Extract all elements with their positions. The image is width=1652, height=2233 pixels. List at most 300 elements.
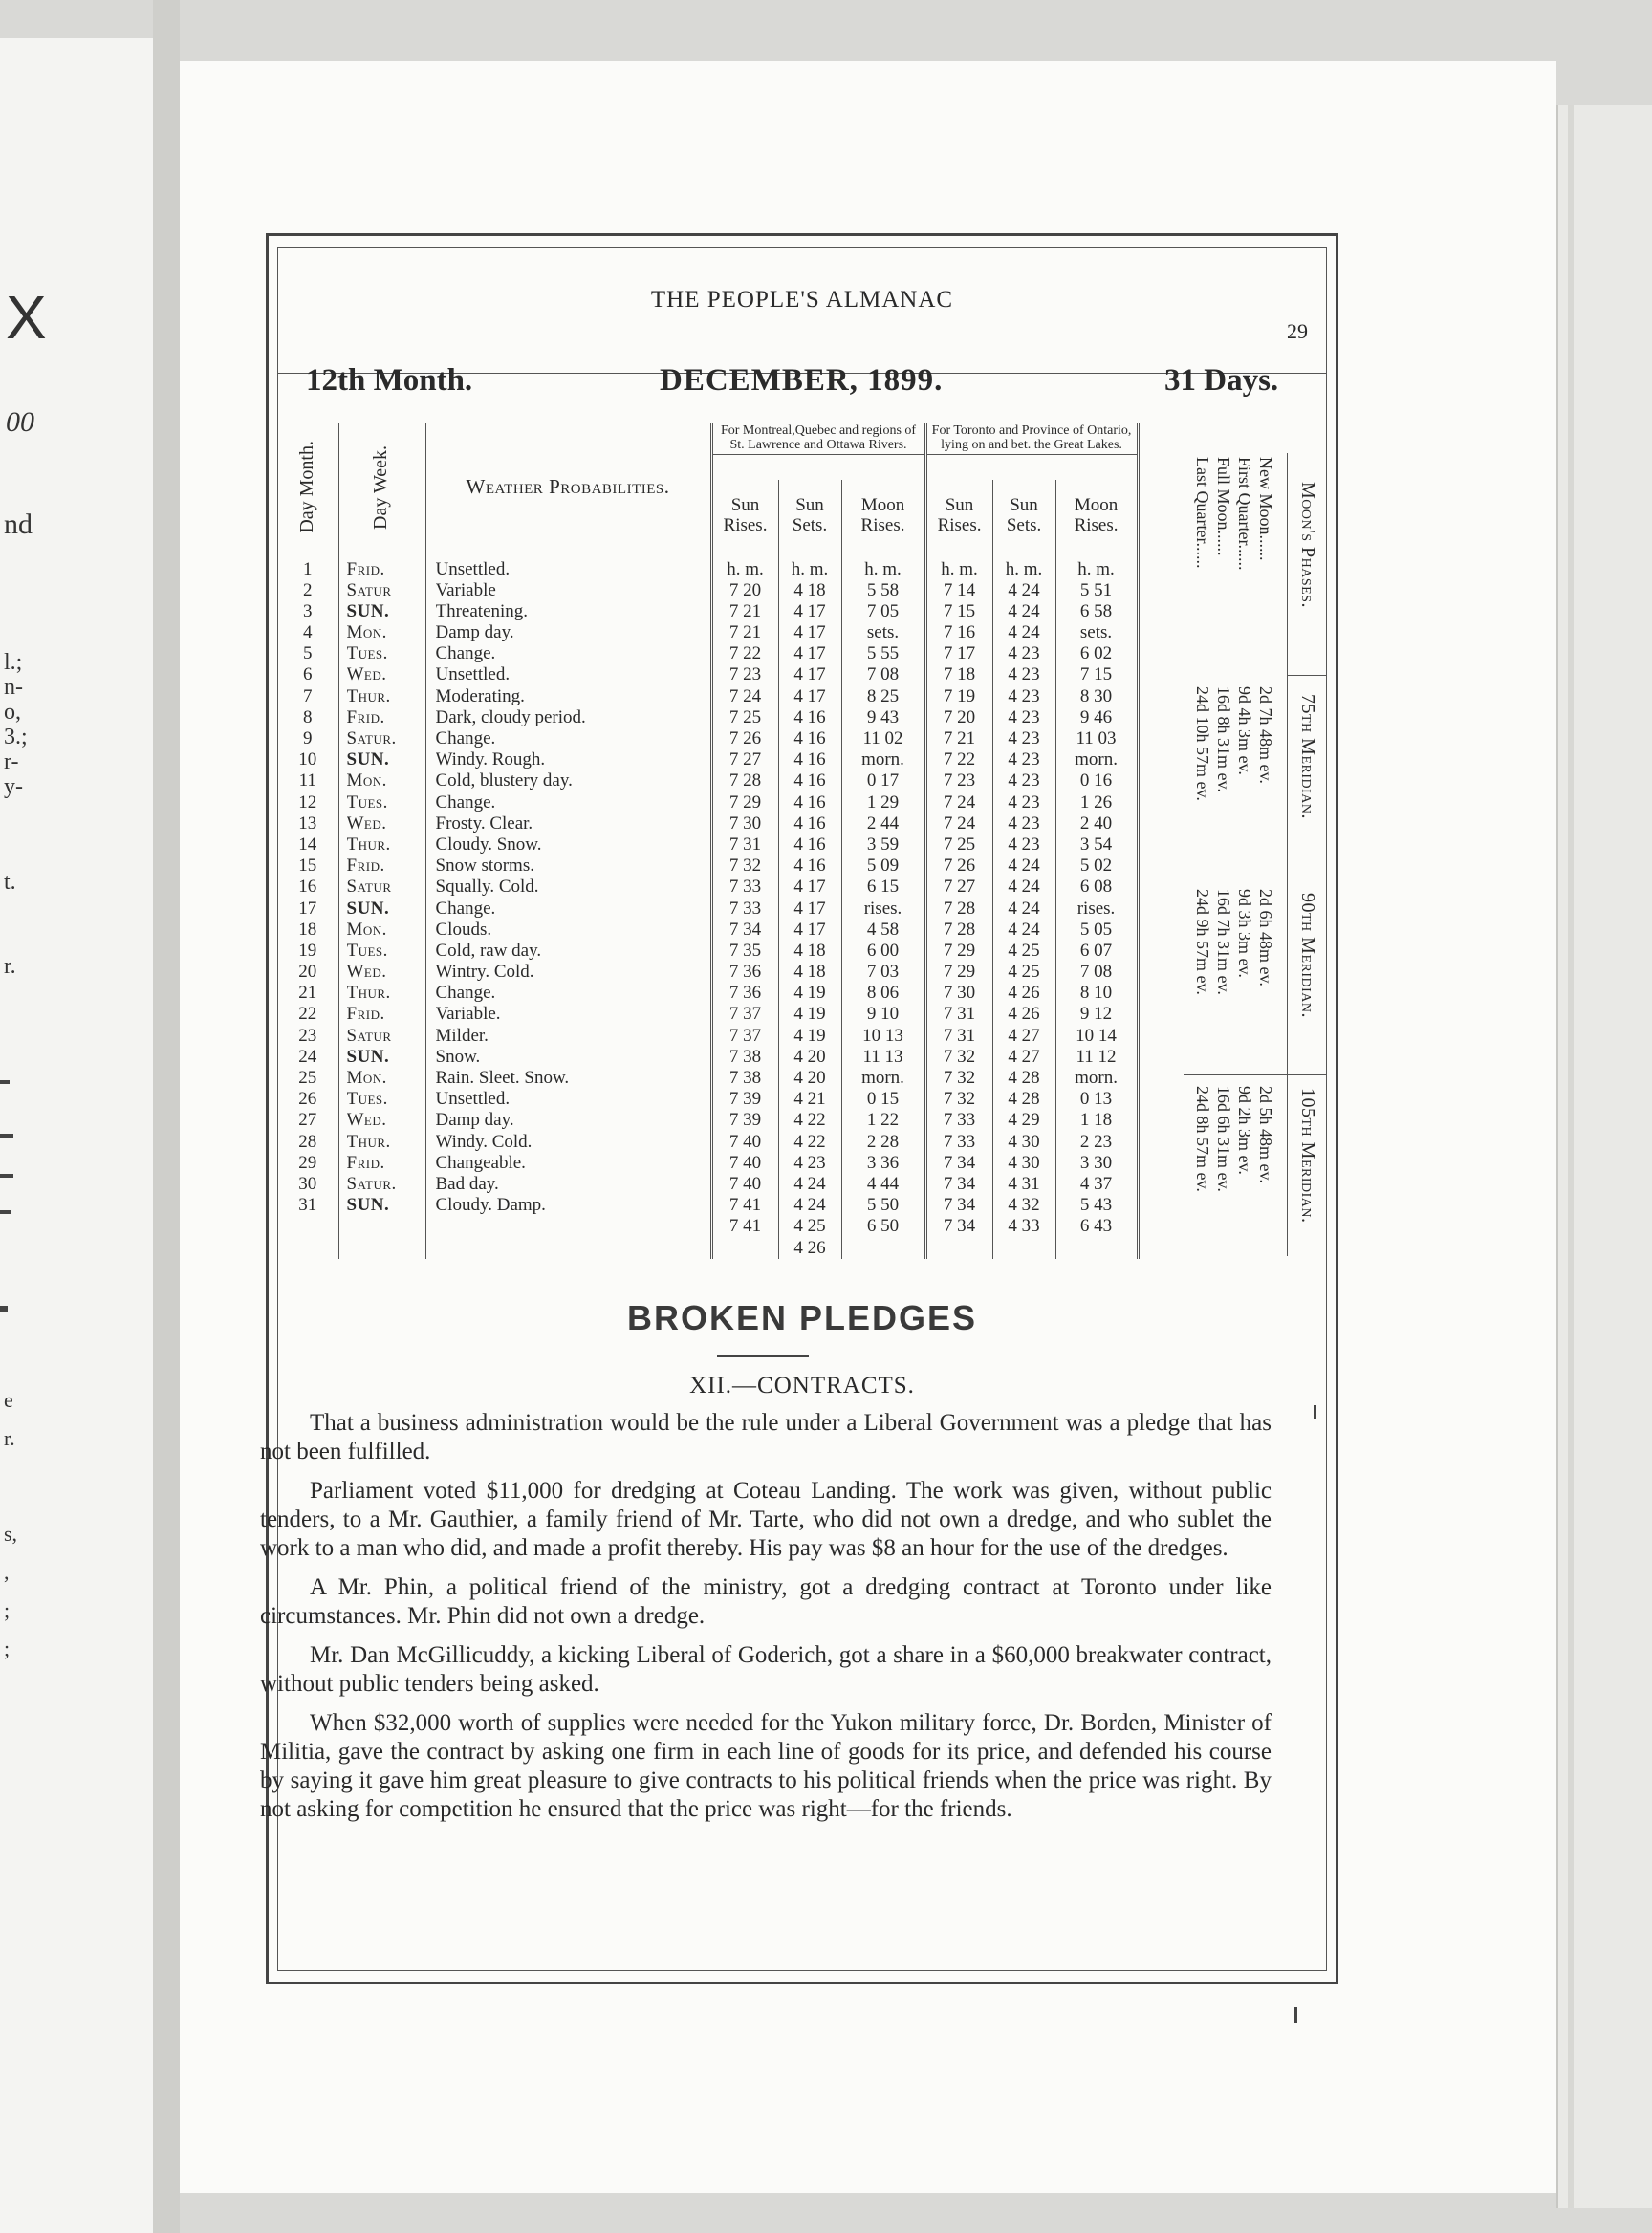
table-cell: 4 17 bbox=[793, 685, 826, 706]
table-cell: 7 18 bbox=[943, 664, 976, 685]
table-cell: 2 44 bbox=[866, 813, 900, 834]
table-cell: Change. bbox=[435, 898, 496, 919]
table-cell: 4 17 bbox=[793, 919, 826, 940]
table-cell: SUN. bbox=[346, 1195, 390, 1216]
table-cell: Wintry. Cold. bbox=[435, 962, 534, 983]
table-cell: 5 43 bbox=[1079, 1195, 1113, 1216]
table-cell: 4 17 bbox=[793, 664, 826, 685]
table-cell: sets. bbox=[1079, 622, 1113, 643]
table-cell: 4 16 bbox=[793, 749, 826, 770]
left-page-rule bbox=[0, 1134, 13, 1138]
month-label: 12th Month. bbox=[306, 363, 473, 398]
table-cell: 1 18 bbox=[1079, 1110, 1113, 1131]
table-cell: 1 22 bbox=[866, 1110, 900, 1131]
meridian-75-time: 2d 7h 48m ev. bbox=[1256, 686, 1275, 784]
table-cell: Change. bbox=[435, 643, 496, 664]
left-page-fragment: r. bbox=[4, 1426, 15, 1450]
meridian-75-time: 24d 10h 57m ev. bbox=[1193, 686, 1212, 801]
table-cell: 4 20 bbox=[793, 1046, 826, 1067]
left-page-rule bbox=[0, 1174, 13, 1178]
table-cell: 7 32 bbox=[943, 1089, 976, 1110]
table-cell: Frid. bbox=[346, 856, 385, 877]
table-cell: 24 bbox=[298, 1046, 317, 1067]
article-body bbox=[260, 1409, 1272, 1834]
table-cell: Change. bbox=[435, 983, 496, 1004]
table-cell: Mon. bbox=[346, 1068, 387, 1088]
table-cell: 7 33 bbox=[728, 877, 762, 898]
table-cell: 4 18 bbox=[793, 940, 826, 961]
table-cell: 7 33 bbox=[728, 898, 762, 919]
table-cell: 7 34 bbox=[943, 1195, 976, 1216]
table-cell: 4 26 bbox=[1008, 1004, 1040, 1025]
article-paragraph: That a business administration would be the rule under a Liberal Government was a pledge that has not been fulfilled. bbox=[260, 1410, 1272, 1464]
table-cell: 4 31 bbox=[1008, 1173, 1040, 1194]
table-cell: Thur. bbox=[346, 983, 391, 1004]
table-cell: 5 50 bbox=[866, 1195, 900, 1216]
table-cell: 7 36 bbox=[728, 962, 762, 983]
table-cell: Cloudy. Damp. bbox=[435, 1195, 546, 1216]
toronto-group-header: For Toronto and Province of Ontario, lying on and bet. the Great Lakes. bbox=[925, 423, 1138, 480]
table-cell: 31 bbox=[298, 1195, 317, 1216]
left-page-fragment: , bbox=[4, 1560, 10, 1584]
table-cell: 4 23 bbox=[1008, 685, 1040, 706]
montreal-sun-sets-column bbox=[778, 553, 841, 1259]
table-cell: 4 16 bbox=[793, 770, 826, 791]
table-cell: 8 06 bbox=[866, 983, 900, 1004]
table-cell: Mon. bbox=[346, 919, 387, 940]
table-cell: morn. bbox=[861, 1068, 904, 1088]
table-cell: Snow storms. bbox=[435, 856, 534, 877]
meridian-90-time: 2d 6h 48m ev. bbox=[1256, 889, 1275, 986]
table-cell: 2 40 bbox=[1079, 813, 1113, 834]
table-cell: Thur. bbox=[346, 1131, 391, 1152]
table-cell: 9 10 bbox=[866, 1004, 900, 1025]
table-cell: 7 30 bbox=[728, 813, 762, 834]
table-cell: 26 bbox=[298, 1089, 317, 1110]
table-cell: 7 28 bbox=[943, 898, 976, 919]
table-cell: Wed. bbox=[346, 664, 387, 685]
table-cell: Changeable. bbox=[435, 1152, 526, 1173]
article-paragraph: Mr. Dan McGillicuddy, a kicking Liberal of Goderich, got a share in a $60,000 breakwater contract, without public tenders being asked. bbox=[260, 1642, 1272, 1697]
table-cell: 11 03 bbox=[1076, 728, 1117, 748]
table-cell: 4 17 bbox=[793, 877, 826, 898]
table-cell: 4 23 bbox=[1008, 791, 1040, 813]
table-cell: 7 39 bbox=[728, 1110, 762, 1131]
montreal-moon-rises-header: Moon Rises. bbox=[841, 480, 925, 553]
article-paragraph: A Mr. Phin, a political friend of the ministry, got a dredging contract at Toronto under like circumstances. Mr. Phin did not own a dredge. bbox=[260, 1574, 1272, 1629]
table-cell: Frid. bbox=[346, 1004, 385, 1025]
montreal-group-header: For Montreal,Quebec and regions of St. Lawrence and Ottawa Rivers. bbox=[711, 423, 925, 480]
toronto-sun-rises-column bbox=[925, 553, 992, 1259]
table-cell: 2 bbox=[303, 579, 313, 600]
table-cell: rises. bbox=[1076, 898, 1116, 919]
table-cell: 2 23 bbox=[1079, 1131, 1113, 1152]
table-cell: Frosty. Clear. bbox=[435, 813, 533, 834]
table-cell: 4 27 bbox=[1008, 1046, 1040, 1067]
table-cell: 7 31 bbox=[943, 1025, 976, 1046]
table-cell: Damp day. bbox=[435, 622, 514, 643]
day-week-column bbox=[338, 553, 424, 1259]
table-cell: Damp day. bbox=[435, 1110, 514, 1131]
units-label: h. m. bbox=[1077, 558, 1115, 579]
table-cell: 23 bbox=[298, 1025, 317, 1046]
table-cell: 7 31 bbox=[943, 1004, 976, 1025]
table-cell: Change. bbox=[435, 728, 496, 748]
table-cell: 4 19 bbox=[793, 983, 826, 1004]
table-cell: 4 16 bbox=[793, 856, 826, 877]
meridian-105-time: 9d 2h 3m ev. bbox=[1235, 1086, 1254, 1175]
table-cell: 7 40 bbox=[728, 1173, 762, 1194]
table-cell: 10 14 bbox=[1076, 1025, 1117, 1046]
left-page-fragment: 3.; bbox=[4, 725, 28, 749]
article-title: BROKEN PLEDGES bbox=[626, 1298, 978, 1337]
table-cell: 3 36 bbox=[866, 1152, 900, 1173]
units-label: h. m. bbox=[791, 558, 829, 579]
table-cell: 7 40 bbox=[728, 1131, 762, 1152]
table-cell: 4 25 bbox=[1008, 962, 1040, 983]
table-cell: Rain. Sleet. Snow. bbox=[435, 1068, 570, 1088]
table-cell: 4 22 bbox=[793, 1110, 826, 1131]
left-page-rule bbox=[0, 1080, 10, 1084]
meridian-90-time: 16d 7h 31m ev. bbox=[1214, 889, 1233, 995]
table-cell: 4 24 bbox=[1008, 877, 1040, 898]
left-page-fragment: y- bbox=[4, 774, 23, 799]
table-cell: 4 18 bbox=[793, 579, 826, 600]
table-cell: 4 37 bbox=[1079, 1173, 1113, 1194]
table-cell: 4 16 bbox=[793, 728, 826, 748]
table-cell: 4 21 bbox=[793, 1089, 826, 1110]
table-cell: 7 25 bbox=[728, 706, 762, 727]
meridian-105-time: 2d 5h 48m ev. bbox=[1256, 1086, 1275, 1183]
table-cell: Frid. bbox=[346, 1152, 385, 1173]
table-cell: 7 20 bbox=[728, 579, 762, 600]
table-cell: 4 23 bbox=[1008, 728, 1040, 748]
table-cell: 22 bbox=[298, 1004, 317, 1025]
left-page-rule bbox=[0, 1306, 8, 1312]
table-cell: 7 32 bbox=[943, 1046, 976, 1067]
table-cell: 5 bbox=[303, 643, 313, 664]
table-cell: 3 bbox=[303, 600, 313, 621]
table-cell: 7 26 bbox=[943, 856, 976, 877]
table-cell: 4 17 bbox=[793, 643, 826, 664]
table-cell: 0 16 bbox=[1079, 770, 1113, 791]
article-paragraph: Parliament voted $11,000 for dredging at Coteau Landing. The work was given, without public tenders, to a Mr. Gauthier, a family friend of Mr. Tarte, who did not own a dredge, and who sublet the work to a man who did, and made a profit thereby. His pay was $8 an hour for the use of the dredges. bbox=[260, 1478, 1272, 1561]
table-cell: 7 27 bbox=[943, 877, 976, 898]
day-month-header: Day Month. bbox=[277, 423, 338, 553]
units-label: h. m. bbox=[941, 558, 978, 579]
left-page-fragment: l.; bbox=[4, 650, 23, 675]
table-cell: SUN. bbox=[346, 749, 390, 770]
left-page-fragment: s, bbox=[4, 1522, 18, 1546]
table-cell: 7 34 bbox=[943, 1216, 976, 1237]
table-cell: 4 27 bbox=[1008, 1025, 1040, 1046]
table-cell: 7 28 bbox=[728, 770, 762, 791]
table-cell: 4 30 bbox=[1008, 1152, 1040, 1173]
table-cell: 7 36 bbox=[728, 983, 762, 1004]
phase-name-new-moon: New Moon...... bbox=[1256, 457, 1275, 561]
table-cell: 5 55 bbox=[866, 643, 900, 664]
article-subtitle: XII.—CONTRACTS. bbox=[689, 1373, 915, 1398]
table-cell: Moderating. bbox=[435, 685, 525, 706]
calendar-table bbox=[277, 423, 1327, 1259]
table-cell: 4 29 bbox=[1008, 1110, 1040, 1131]
table-cell: Mon. bbox=[346, 770, 387, 791]
table-cell: 4 24 bbox=[1008, 622, 1040, 643]
table-cell: morn. bbox=[1075, 1068, 1118, 1088]
table-cell: 7 37 bbox=[728, 1025, 762, 1046]
table-cell: 4 24 bbox=[1008, 919, 1040, 940]
table-cell: 28 bbox=[298, 1131, 317, 1152]
table-cell: 11 12 bbox=[1076, 1046, 1117, 1067]
phase-name-full-moon: Full Moon...... bbox=[1214, 457, 1233, 556]
montreal-sun-sets-header: Sun Sets. bbox=[778, 480, 841, 553]
left-page-fragment: o, bbox=[4, 700, 21, 725]
table-cell: 7 34 bbox=[728, 919, 762, 940]
table-cell: 7 22 bbox=[943, 749, 976, 770]
table-cell: 7 23 bbox=[728, 664, 762, 685]
meridian-90-time: 24d 9h 57m ev. bbox=[1193, 889, 1212, 995]
table-cell: 6 43 bbox=[1079, 1216, 1113, 1237]
table-cell: 4 26 bbox=[793, 1237, 826, 1258]
toronto-sun-rises-header: Sun Rises. bbox=[925, 480, 992, 553]
table-cell: SUN. bbox=[346, 898, 390, 919]
table-cell: 11 02 bbox=[862, 728, 903, 748]
table-cell: 9 46 bbox=[1079, 706, 1113, 727]
table-cell: 17 bbox=[298, 898, 317, 919]
table-cell: Unsettled. bbox=[435, 664, 511, 685]
table-cell: Unsettled. bbox=[435, 558, 511, 579]
table-cell: 6 bbox=[303, 664, 313, 685]
table-cell: 13 bbox=[298, 813, 317, 834]
table-cell: 0 17 bbox=[866, 770, 900, 791]
table-cell: 4 16 bbox=[793, 706, 826, 727]
table-cell: 4 23 bbox=[1008, 770, 1040, 791]
table-cell: 4 22 bbox=[793, 1131, 826, 1152]
table-cell: Tues. bbox=[346, 643, 388, 664]
margin-mark bbox=[1314, 1405, 1316, 1419]
phases-separator bbox=[1287, 453, 1288, 1256]
table-cell: 8 25 bbox=[866, 685, 900, 706]
table-cell: Change. bbox=[435, 791, 496, 813]
table-cell: Satur. bbox=[346, 728, 397, 748]
table-cell: 7 27 bbox=[728, 749, 762, 770]
table-cell: 4 18 bbox=[793, 962, 826, 983]
meridian-75-time: 16d 8h 31m ev. bbox=[1214, 686, 1233, 792]
table-cell: 7 03 bbox=[866, 962, 900, 983]
table-cell: 18 bbox=[298, 919, 317, 940]
table-cell: 16 bbox=[298, 877, 317, 898]
table-cell: Tues. bbox=[346, 791, 388, 813]
table-cell: 11 13 bbox=[862, 1046, 903, 1067]
table-cell: Threatening. bbox=[435, 600, 529, 621]
table-cell: 7 24 bbox=[943, 813, 976, 834]
table-cell: 7 22 bbox=[728, 643, 762, 664]
left-facing-page bbox=[0, 38, 156, 2233]
table-cell: 4 bbox=[303, 622, 313, 643]
table-cell: 7 29 bbox=[728, 791, 762, 813]
meridian-105-label: 105th Meridian. bbox=[1297, 1088, 1318, 1224]
meridian-75-label: 75th Meridian. bbox=[1297, 694, 1318, 819]
table-cell: 4 25 bbox=[793, 1216, 826, 1237]
units-label: h. m. bbox=[1005, 558, 1043, 579]
table-cell: morn. bbox=[861, 749, 904, 770]
left-page-fragment: ; bbox=[4, 1637, 11, 1660]
table-cell: Satur. bbox=[346, 1173, 397, 1194]
table-cell: 7 15 bbox=[1079, 664, 1113, 685]
table-cell: 7 26 bbox=[728, 728, 762, 748]
table-cell: 7 33 bbox=[943, 1110, 976, 1131]
table-cell: Squally. Cold. bbox=[435, 877, 539, 898]
table-cell: 7 39 bbox=[728, 1089, 762, 1110]
meridian-105-time: 16d 6h 31m ev. bbox=[1214, 1086, 1233, 1192]
table-cell: 9 bbox=[303, 728, 313, 748]
table-cell: 4 30 bbox=[1008, 1131, 1040, 1152]
table-cell: Bad day. bbox=[435, 1173, 499, 1194]
table-cell: 4 23 bbox=[1008, 643, 1040, 664]
table-cell: 4 23 bbox=[1008, 749, 1040, 770]
month-title: DECEMBER, 1899. bbox=[660, 363, 944, 398]
montreal-sun-rises-column bbox=[711, 553, 778, 1259]
table-cell: 7 15 bbox=[943, 600, 976, 621]
table-cell: 6 02 bbox=[1079, 643, 1113, 664]
table-cell: 7 23 bbox=[943, 770, 976, 791]
left-page-fragment: ; bbox=[4, 1598, 11, 1622]
table-cell: morn. bbox=[1075, 749, 1118, 770]
table-cell: Wed. bbox=[346, 813, 387, 834]
table-cell: 20 bbox=[298, 962, 317, 983]
table-cell: Mon. bbox=[346, 622, 387, 643]
table-cell: 4 26 bbox=[1008, 983, 1040, 1004]
table-cell: 6 00 bbox=[866, 940, 900, 961]
table-cell: SUN. bbox=[346, 600, 390, 621]
table-cell: 4 17 bbox=[793, 622, 826, 643]
table-cell: 7 32 bbox=[943, 1068, 976, 1088]
table-cell: 27 bbox=[298, 1110, 317, 1131]
phase-name-first-quarter: First Quarter...... bbox=[1235, 457, 1254, 571]
table-cell: Wed. bbox=[346, 1110, 387, 1131]
toronto-moon-rises-column bbox=[1055, 553, 1138, 1259]
table-cell: Dark, cloudy period. bbox=[435, 706, 586, 727]
table-cell: 7 33 bbox=[943, 1131, 976, 1152]
table-cell: 4 32 bbox=[1008, 1195, 1040, 1216]
table-cell: 3 59 bbox=[866, 834, 900, 855]
phases-rule bbox=[1184, 1074, 1327, 1075]
table-cell: 6 15 bbox=[866, 877, 900, 898]
table-cell: Satur bbox=[346, 579, 392, 600]
table-cell: 7 29 bbox=[943, 962, 976, 983]
toronto-sun-sets-header: Sun Sets. bbox=[992, 480, 1055, 553]
table-cell: Frid. bbox=[346, 558, 385, 579]
table-cell: 4 23 bbox=[1008, 664, 1040, 685]
article-title-rule bbox=[717, 1355, 809, 1357]
day-week-header: Day Week. bbox=[338, 423, 424, 553]
table-cell: 7 41 bbox=[728, 1195, 762, 1216]
table-cell: 12 bbox=[298, 791, 317, 813]
table-cell: 5 09 bbox=[866, 856, 900, 877]
left-page-rule bbox=[0, 1210, 11, 1214]
table-cell: Cold, raw day. bbox=[435, 940, 542, 961]
table-cell: 3 30 bbox=[1079, 1152, 1113, 1173]
table-cell: 7 14 bbox=[943, 579, 976, 600]
table-cell: 1 bbox=[303, 558, 313, 579]
table-cell: 7 21 bbox=[943, 728, 976, 748]
table-cell: 4 19 bbox=[793, 1004, 826, 1025]
table-cell: 4 19 bbox=[793, 1025, 826, 1046]
days-count: 31 Days. bbox=[1164, 363, 1279, 398]
table-cell: 4 23 bbox=[1008, 813, 1040, 834]
table-cell: 4 16 bbox=[793, 834, 826, 855]
table-cell: 15 bbox=[298, 856, 317, 877]
table-cell: 7 17 bbox=[943, 643, 976, 664]
table-cell: 7 08 bbox=[1079, 962, 1113, 983]
table-cell: 5 58 bbox=[866, 579, 900, 600]
page-number: 29 bbox=[1287, 319, 1308, 343]
left-page-fragment: 00 bbox=[6, 406, 34, 438]
table-cell: 4 24 bbox=[793, 1195, 826, 1216]
table-cell: 7 40 bbox=[728, 1152, 762, 1173]
table-cell: rises. bbox=[863, 898, 902, 919]
table-cell: 7 21 bbox=[728, 622, 762, 643]
table-cell: Tues. bbox=[346, 940, 388, 961]
table-cell: 0 15 bbox=[866, 1089, 900, 1110]
table-cell: 7 37 bbox=[728, 1004, 762, 1025]
moon-phases-panel bbox=[1184, 453, 1327, 1256]
table-cell: 4 28 bbox=[1008, 1089, 1040, 1110]
table-cell: Wed. bbox=[346, 962, 387, 983]
table-cell: 4 17 bbox=[793, 600, 826, 621]
table-cell: 7 31 bbox=[728, 834, 762, 855]
table-cell: Unsettled. bbox=[435, 1089, 511, 1110]
table-cell: 7 30 bbox=[943, 983, 976, 1004]
table-cell: Windy. Rough. bbox=[435, 749, 546, 770]
meridian-90-label: 90th Meridian. bbox=[1297, 893, 1318, 1018]
table-cell: 7 38 bbox=[728, 1046, 762, 1067]
table-cell: Thur. bbox=[346, 685, 391, 706]
table-cell: Cold, blustery day. bbox=[435, 770, 573, 791]
table-cell: Frid. bbox=[346, 706, 385, 727]
table-cell: sets. bbox=[866, 622, 900, 643]
table-cell: 4 24 bbox=[793, 1173, 826, 1194]
table-cell: 4 16 bbox=[793, 791, 826, 813]
table-cell: 7 34 bbox=[943, 1152, 976, 1173]
table-cell: 4 17 bbox=[793, 898, 826, 919]
left-page-fragment: r. bbox=[4, 954, 16, 979]
table-cell: 7 24 bbox=[728, 685, 762, 706]
table-cell: Cloudy. Snow. bbox=[435, 834, 542, 855]
phases-rule bbox=[1287, 675, 1327, 676]
table-cell: Clouds. bbox=[435, 919, 492, 940]
table-cell: 6 08 bbox=[1079, 877, 1113, 898]
table-cell: 19 bbox=[298, 940, 317, 961]
table-cell: 7 20 bbox=[943, 706, 976, 727]
table-cell: 21 bbox=[298, 983, 317, 1004]
table-cell: 7 41 bbox=[728, 1216, 762, 1237]
table-cell: 0 13 bbox=[1079, 1089, 1113, 1110]
left-page-fragment: t. bbox=[4, 870, 16, 895]
table-cell: 8 30 bbox=[1079, 685, 1113, 706]
table-cell: 7 25 bbox=[943, 834, 976, 855]
table-cell: 4 58 bbox=[866, 919, 900, 940]
table-cell: 14 bbox=[298, 834, 317, 855]
table-cell: 3 54 bbox=[1079, 834, 1113, 855]
table-cell: 10 13 bbox=[862, 1025, 903, 1046]
moon-phases-heading: Moon's Phases. bbox=[1297, 482, 1318, 608]
table-cell: 4 23 bbox=[1008, 834, 1040, 855]
table-cell: Tues. bbox=[346, 1089, 388, 1110]
left-page-fragment: nd bbox=[4, 509, 33, 540]
meridian-75-time: 9d 4h 3m ev. bbox=[1235, 686, 1254, 775]
table-cell: 4 23 bbox=[793, 1152, 826, 1173]
